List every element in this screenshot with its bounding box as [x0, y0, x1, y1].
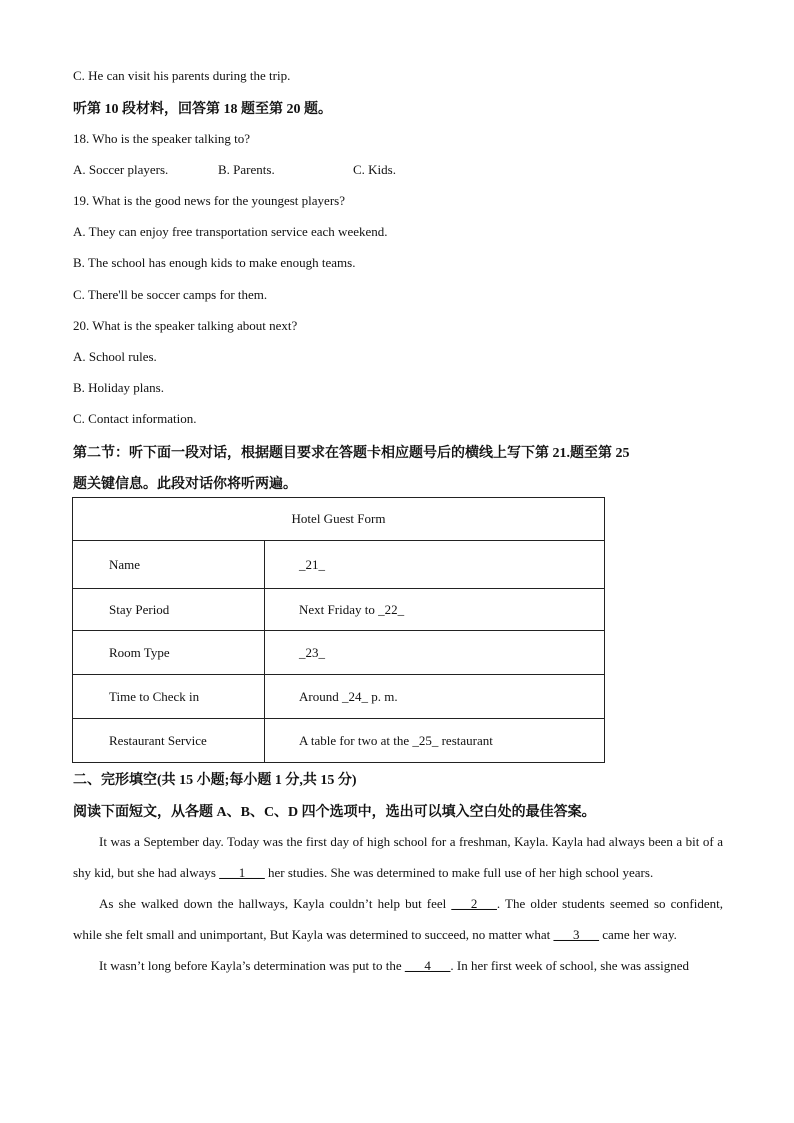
part2-heading-line1: 第二节：听下面一段对话，根据题目要求在答题卡相应题号后的横线上写下第 21.题至第 25	[73, 446, 630, 461]
q20-option-a: A. School rules.	[73, 349, 157, 364]
form-label-room-type: Room Type	[73, 631, 265, 675]
q18-option-b: B. Parents.	[218, 162, 275, 177]
form-title: Hotel Guest Form	[73, 498, 605, 541]
form-label-restaurant: Restaurant Service	[73, 719, 265, 763]
question-18-options	[73, 162, 396, 178]
cloze-instruction: 阅读下面短文，从各题 A、B、C、D 四个选项中，选出可以填入空白处的最佳答案。	[73, 805, 596, 820]
cloze-passage	[73, 826, 723, 981]
q18-option-c: C. Kids.	[353, 162, 396, 177]
form-label-check-in: Time to Check in	[73, 675, 265, 719]
form-label-stay-period: Stay Period	[73, 589, 265, 631]
form-value-stay-period: Next Friday to _22_	[265, 589, 605, 631]
passage-paragraph-3: It wasn’t long before Kayla’s determination was put to the ___4___. In her first week of school, she was assigned	[99, 958, 690, 973]
question-17-option-c: C. He can visit his parents during the trip.	[73, 68, 291, 83]
question-20: 20. What is the speaker talking about next?	[73, 318, 298, 333]
form-value-room-type: _23_	[265, 631, 605, 675]
part2-heading-line2: 题关键信息。此段对话你将听两遍。	[73, 477, 297, 492]
q20-option-c: C. Contact information.	[73, 411, 197, 426]
form-value-check-in: Around _24_ p. m.	[265, 675, 605, 719]
question-19: 19. What is the good news for the youngest players?	[73, 193, 345, 208]
form-value-restaurant: A table for two at the _25_ restaurant	[265, 719, 605, 763]
q18-option-a: A. Soccer players.	[73, 162, 169, 177]
blank-2: ___2___	[451, 896, 497, 911]
cloze-heading: 二、完形填空(共 15 小题;每小题 1 分,共 15 分)	[73, 773, 357, 788]
question-18: 18. Who is the speaker talking to?	[73, 131, 251, 146]
q19-option-b: B. The school has enough kids to make enough teams.	[73, 255, 356, 270]
q19-option-c: C. There'll be soccer camps for them.	[73, 287, 268, 302]
q20-option-b: B. Holiday plans.	[73, 380, 164, 395]
section-10-heading: 听第 10 段材料，回答第 18 题至第 20 题。	[73, 102, 332, 117]
blank-3: ___3___	[553, 927, 600, 942]
passage-paragraph-2: As she walked down the hallways, Kayla couldn’t help but feel ___2___. The older students seemed so confident, while she felt small and unimportant, But Kayla was determined to succeed, no matter what ___3___ came her way.	[73, 896, 723, 942]
q19-option-a: A. They can enjoy free transportation service each weekend.	[73, 224, 388, 239]
hotel-guest-form	[72, 497, 605, 763]
passage-paragraph-1: It was a September day. Today was the first day of high school for a freshman, Kayla. Kayla had always been a bit of a shy kid, but she had always ___1___ her studies. She was determined to make full use of her high school years.	[73, 834, 723, 880]
blank-4: ___4___	[404, 958, 451, 973]
form-label-name: Name	[73, 541, 265, 589]
form-value-name: _21_	[265, 541, 605, 589]
blank-1: ___1___	[219, 865, 265, 880]
